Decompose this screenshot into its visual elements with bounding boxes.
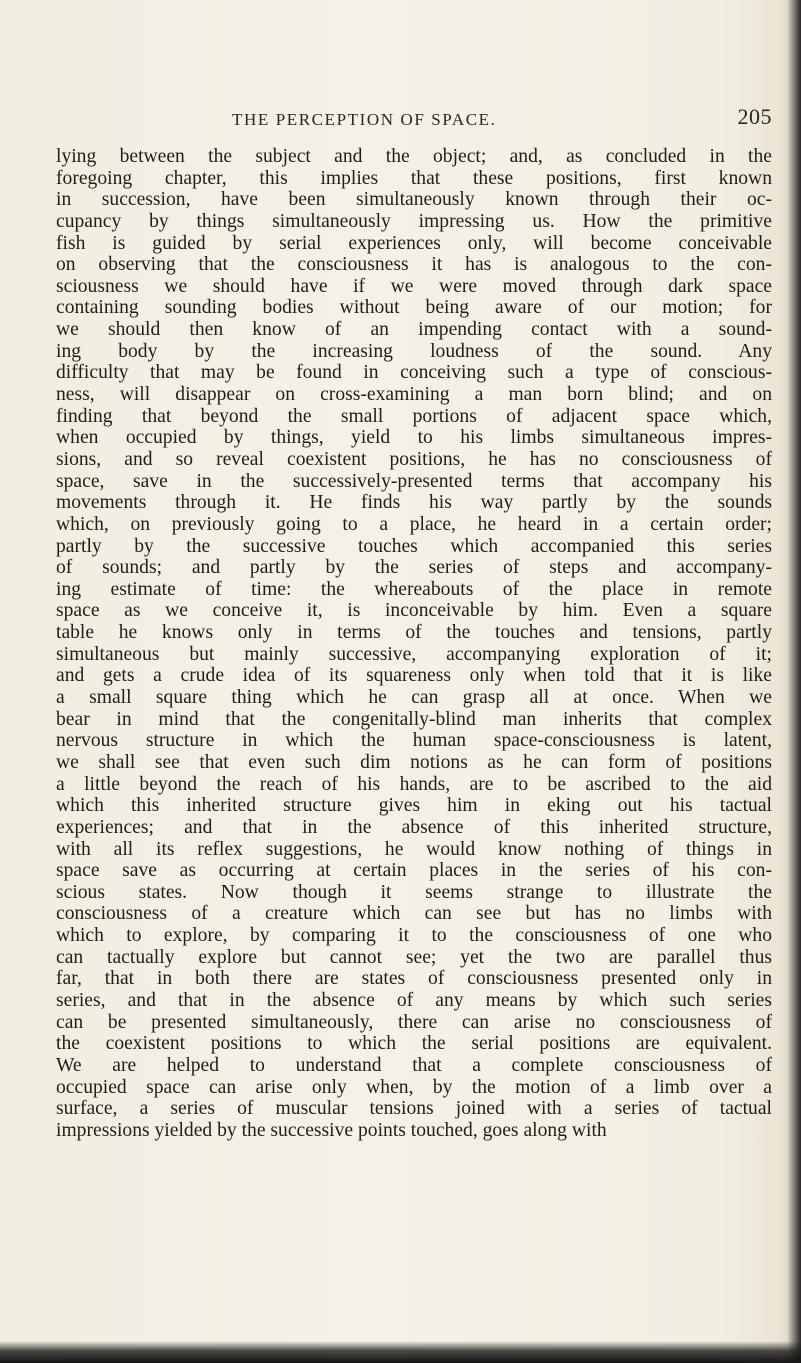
- text-line: surface, a series of muscular tensions joined with a series of tactual: [56, 1098, 772, 1120]
- text-line: ing estimate of time: the whereabouts of the place in remote: [56, 578, 772, 600]
- text-line: ing body by the increasing loudness of the sound. Any: [56, 340, 772, 362]
- text-line: occupied space can arise only when, by the motion of a limb over a: [56, 1076, 772, 1098]
- text-line: consciousness of a creature which can see but has no limbs with: [56, 903, 772, 925]
- text-line: which, on previously going to a place, he heard in a certain order;: [56, 513, 772, 535]
- text-line: lying between the subject and the object; and, as concluded in the: [56, 146, 772, 167]
- text-line: can tactually explore but cannot see; yet the two are parallel thus: [56, 946, 772, 968]
- text-line: we should then know of an impending contact with a sound-: [56, 319, 772, 341]
- text-line: can be presented simultaneously, there can arise no consciousness of: [56, 1011, 772, 1033]
- text-line: space, save in the successively-presented terms that accompany his: [56, 470, 772, 492]
- text-line: table he knows only in terms of the touches and tensions, partly: [56, 622, 772, 644]
- text-line: with all its reflex suggestions, he would know nothing of things in: [56, 838, 772, 860]
- text-line: a small square thing which he can grasp all at once. When we: [56, 687, 772, 709]
- page-header: [232, 104, 772, 138]
- text-line: nervous structure in which the human space-consciousness is latent,: [56, 730, 772, 752]
- running-head: THE PERCEPTION OF SPACE.: [232, 110, 497, 129]
- text-line: fish is guided by serial experiences only, will become conceivable: [56, 232, 772, 254]
- body-text: [56, 146, 772, 1141]
- text-line: which to explore, by comparing it to the consciousness of one who: [56, 925, 772, 947]
- scan-bottom-edge: [0, 1341, 801, 1363]
- text-line: experiences; and that in the absence of this inherited structure,: [56, 816, 772, 838]
- text-line: We are helped to understand that a complete consciousness of: [56, 1054, 772, 1076]
- text-line: foregoing chapter, this implies that these positions, first known: [56, 167, 772, 189]
- text-line: cupancy by things simultaneously impressing us. How the primitive: [56, 210, 772, 232]
- text-line: containing sounding bodies without being aware of our motion; for: [56, 297, 772, 319]
- text-line: space as we conceive it, is inconceivable by him. Even a square: [56, 600, 772, 622]
- text-line: finding that beyond the small portions of adjacent space which,: [56, 405, 772, 427]
- page-edge-shadow: [787, 0, 801, 1363]
- text-line: we shall see that even such dim notions as he can form of positions: [56, 751, 772, 773]
- text-line: which this inherited structure gives him in eking out his tactual: [56, 795, 772, 817]
- text-line: difficulty that may be found in conceiving such a type of conscious-: [56, 362, 772, 384]
- text-line: sciousness we should have if we were moved through dark space: [56, 275, 772, 297]
- text-line: of sounds; and partly by the series of steps and accompany-: [56, 557, 772, 579]
- text-line: scious states. Now though it seems strange to illustrate the: [56, 881, 772, 903]
- text-line: ness, will disappear on cross-examining a man born blind; and on: [56, 384, 772, 406]
- text-line: in succession, have been simultaneously known through their oc-: [56, 189, 772, 211]
- text-line: simultaneous but mainly successive, accompanying exploration of it;: [56, 643, 772, 665]
- text-line: bear in mind that the congenitally-blind man inherits that complex: [56, 708, 772, 730]
- text-line: movements through it. He finds his way partly by the sounds: [56, 492, 772, 514]
- text-line: far, that in both there are states of consciousness presented only in: [56, 968, 772, 990]
- page-number: 205: [737, 104, 772, 129]
- text-line: impressions yielded by the successive points touched, goes along with: [56, 1119, 607, 1141]
- text-line: on observing that the consciousness it has is analogous to the con-: [56, 254, 772, 276]
- text-line: partly by the successive touches which accompanied this series: [56, 535, 772, 557]
- text-line: when occupied by things, yield to his limbs simultaneous impres-: [56, 427, 772, 449]
- text-line: the coexistent positions to which the serial positions are equivalent.: [56, 1033, 772, 1055]
- text-line: series, and that in the absence of any means by which such series: [56, 989, 772, 1011]
- text-line: sions, and so reveal coexistent positions, he has no consciousness of: [56, 448, 772, 470]
- text-line: space save as occurring at certain places in the series of his con-: [56, 860, 772, 882]
- text-line: a little beyond the reach of his hands, are to be ascribed to the aid: [56, 773, 772, 795]
- text-line: and gets a crude idea of its squareness only when told that it is like: [56, 665, 772, 687]
